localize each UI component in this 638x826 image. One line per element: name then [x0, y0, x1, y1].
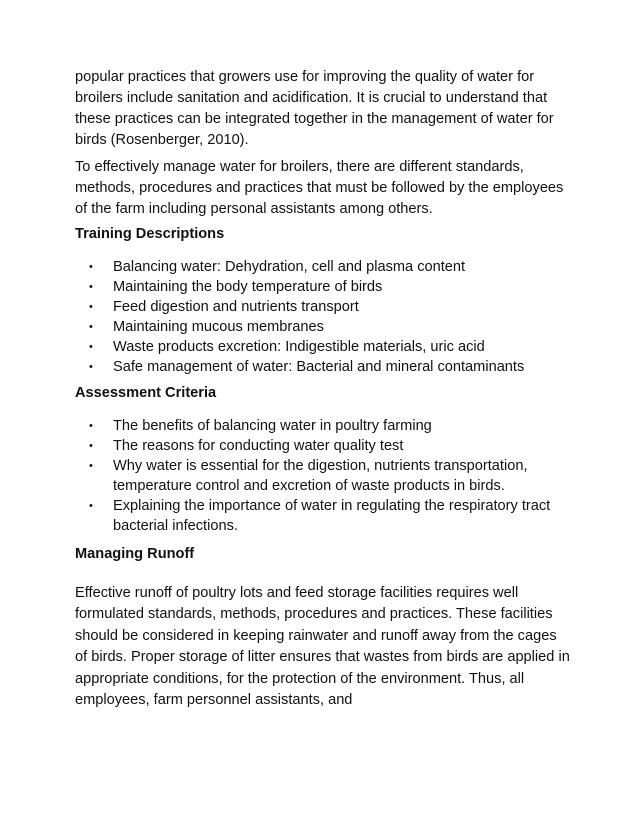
list-item — [75, 456, 570, 496]
list-item — [75, 337, 570, 357]
list-item-text: The benefits of balancing water in poultry farming — [113, 418, 432, 434]
list-item — [75, 297, 570, 317]
bullet-icon: • — [89, 281, 93, 293]
bullet-icon: • — [89, 261, 93, 273]
bullet-icon: • — [89, 361, 93, 373]
training-descriptions-heading: Training Descriptions — [75, 226, 225, 242]
bullet-icon: • — [89, 341, 93, 353]
bullet-icon: • — [89, 460, 93, 472]
list-item-text: Maintaining the body temperature of birds — [113, 279, 383, 295]
bullet-icon: • — [89, 321, 93, 333]
list-item — [75, 317, 570, 337]
list-item — [75, 436, 570, 456]
assessment-criteria-heading: Assessment Criteria — [75, 385, 217, 401]
intro-paragraph: popular practices that growers use for improving the quality of water for broilers include sanitation and acidification. It is crucial to understand that these practices can be integrated together in the management of water for birds (Rosenberger, 2010). — [75, 69, 554, 148]
list-item-text: Safe management of water: Bacterial and mineral contaminants — [113, 359, 525, 375]
bullet-icon: • — [89, 301, 93, 313]
list-item-text: Balancing water: Dehydration, cell and plasma content — [113, 259, 466, 275]
list-item-text: Explaining the importance of water in regulating the respiratory tract bacterial infections. — [113, 498, 551, 534]
runoff-paragraph: Effective runoff of poultry lots and feed storage facilities requires well formulated standards, methods, procedures and practices. These facilities should be considered in keeping rainwater and runoff away from the cages of birds. Proper storage of litter ensures that wastes from birds are applied in appropriate conditions, for the protection of the environment. Thus, all employees, farm personnel assistants, and — [75, 585, 570, 709]
standards-paragraph: To effectively manage water for broilers, there are different standards, methods, procedures and practices that must be followed by the employees of the farm including personal assistants among others. — [75, 159, 564, 217]
list-item-text: Feed digestion and nutrients transport — [113, 299, 359, 315]
managing-runoff-heading: Managing Runoff — [75, 546, 195, 562]
list-item-text: Waste products excretion: Indigestible materials, uric acid — [113, 339, 485, 355]
list-item — [75, 496, 570, 536]
assessment-criteria-list — [75, 416, 570, 536]
bullet-icon: • — [89, 440, 93, 452]
list-item — [75, 416, 570, 436]
list-item — [75, 357, 570, 377]
document-page — [75, 67, 570, 711]
list-item-text: Maintaining mucous membranes — [113, 319, 324, 335]
list-item-text: Why water is essential for the digestion, nutrients transportation, temperature control and excretion of waste products in birds. — [113, 458, 528, 494]
list-item — [75, 257, 570, 277]
bullet-icon: • — [89, 420, 93, 432]
list-item-text: The reasons for conducting water quality test — [113, 438, 404, 454]
bullet-icon: • — [89, 500, 93, 512]
list-item — [75, 277, 570, 297]
training-descriptions-list — [75, 257, 570, 377]
